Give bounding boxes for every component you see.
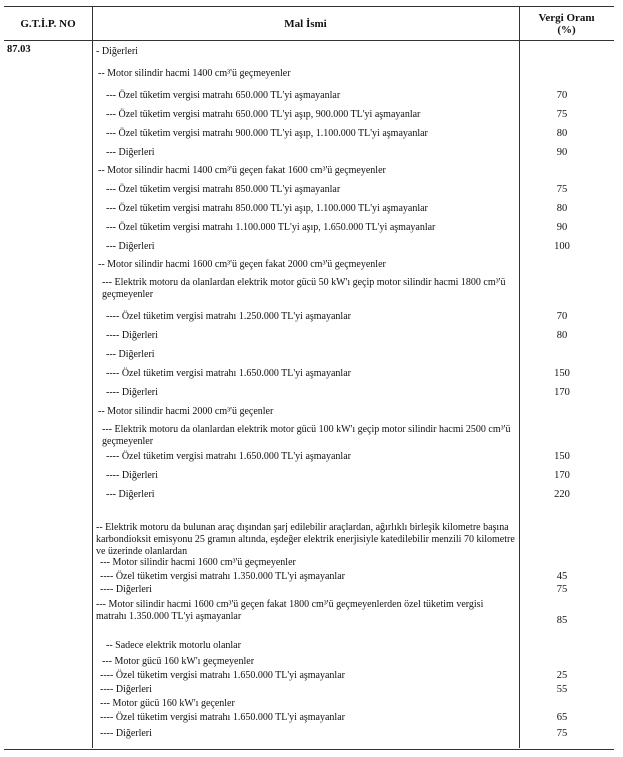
row-label: --- Özel tüketim vergisi matrahı 1.100.000 TL'yi aşıp, 1.650.000 TL'yi aşmayanlar (106, 222, 436, 233)
row-rate: 55 (556, 684, 568, 695)
header-mal-ismi: Mal İsmi (284, 18, 327, 30)
row-rate: 70 (556, 90, 568, 101)
row-label: --- Diğerleri (106, 489, 155, 500)
row-label: ---- Özel tüketim vergisi matrahı 1.650.000 TL'yi aşmayanlar (100, 712, 345, 723)
row-label: -- Elektrik motoru da bulunan araç dışından şarj edilebilir araçlardan, ağırlıklı birleşik kilometre başına karbondioksit emisyonu 25 gramın altında, eşdeğer elektrik enerjisiyle katedilebilir menzili 70 kilometre ve üzerinde olanlardan (96, 522, 515, 557)
header-gtip: G.T.İ.P. NO (20, 18, 76, 30)
row-label: ---- Özel tüketim vergisi matrahı 1.650.000 TL'yi aşmayanlar (100, 670, 345, 681)
row-label: -- Sadece elektrik motorlu olanlar (106, 640, 241, 651)
gtip-code: 87.03 (7, 44, 31, 55)
row-rate: 100 (554, 241, 570, 252)
row-label: - Diğerleri (96, 46, 138, 57)
row-rate: 80 (556, 128, 568, 139)
row-label: ---- Özel tüketim vergisi matrahı 1.350.000 TL'yi aşmayanlar (100, 571, 345, 582)
row-label: -- Motor silindir hacmi 1400 cm³'ü geçen fakat 1600 cm³'ü geçmeyenler (98, 165, 386, 176)
row-rate: 75 (556, 184, 568, 195)
row-rate: 170 (554, 387, 570, 398)
row-label: ---- Diğerleri (100, 728, 152, 739)
row-label: --- Özel tüketim vergisi matrahı 850.000 TL'yi aşıp, 1.100.000 TL'yi aşmayanlar (106, 203, 428, 214)
row-label: --- Özel tüketim vergisi matrahı 650.000 TL'yi aşmayanlar (106, 90, 341, 101)
row-rate: 80 (556, 330, 568, 341)
row-rate: 150 (554, 451, 570, 462)
row-rate: 65 (556, 712, 568, 723)
row-label: --- Elektrik motoru da olanlardan elektrik motor gücü 50 kW'ı geçip motor silindir hacmi 1800 cm³'ü geçmeyenler (102, 277, 506, 300)
column-divider (92, 6, 93, 748)
row-rate: 90 (556, 147, 568, 158)
row-label: ---- Diğerleri (100, 684, 152, 695)
row-label: ---- Diğerleri (106, 330, 158, 341)
row-label: --- Motor silindir hacmi 1600 cm³'ü geçen fakat 1800 cm³'ü geçmeyenlerden özel tüketim vergisi matrahı 1.350.000 TL'yi aşmayanlar (96, 599, 484, 622)
row-label: --- Özel tüketim vergisi matrahı 900.000 TL'yi aşıp, 1.100.000 TL'yi aşmayanlar (106, 128, 428, 139)
row-label: --- Diğerleri (106, 147, 155, 158)
row-rate: 170 (554, 470, 570, 481)
row-rate: 220 (554, 489, 570, 500)
row-rate: 150 (554, 368, 570, 379)
row-label: --- Diğerleri (106, 349, 155, 360)
row-label: --- Motor gücü 160 kW'ı geçenler (100, 698, 235, 709)
row-label: ---- Özel tüketim vergisi matrahı 1.650.000 TL'yi aşmayanlar (106, 451, 351, 462)
header-divider (4, 40, 614, 41)
row-rate: 80 (556, 203, 568, 214)
row-label: -- Motor silindir hacmi 2000 cm³'ü geçenler (98, 406, 274, 417)
row-label: -- Motor silindir hacmi 1600 cm³'ü geçen fakat 2000 cm³'ü geçmeyenler (98, 259, 386, 270)
row-rate: 75 (556, 109, 568, 120)
row-label: ---- Diğerleri (106, 387, 158, 398)
row-label: ---- Özel tüketim vergisi matrahı 1.650.000 TL'yi aşmayanlar (106, 368, 351, 379)
row-label: --- Elektrik motoru da olanlardan elektrik motor gücü 100 kW'ı geçip motor silindir hacmi 2500 cm³'ü geçmeyenler (102, 424, 511, 447)
row-rate: 25 (556, 670, 568, 681)
row-label: -- Motor silindir hacmi 1400 cm³'ü geçmeyenler (98, 68, 291, 79)
row-label: --- Özel tüketim vergisi matrahı 650.000 TL'yi aşıp, 900.000 TL'yi aşmayanlar (106, 109, 421, 120)
tariff-table (4, 6, 614, 748)
row-rate: 90 (556, 222, 568, 233)
row-label: --- Motor silindir hacmi 1600 cm³'ü geçmeyenler (100, 557, 296, 568)
row-label: ---- Özel tüketim vergisi matrahı 1.250.000 TL'yi aşmayanlar (106, 311, 351, 322)
row-rate: 70 (556, 311, 568, 322)
row-label: --- Özel tüketim vergisi matrahı 850.000 TL'yi aşmayanlar (106, 184, 341, 195)
row-label: --- Diğerleri (106, 241, 155, 252)
row-rate: 45 (556, 571, 568, 582)
row-rate: 85 (556, 615, 568, 626)
header-vergi-orani-line2: (%) (557, 24, 576, 36)
row-label: ---- Diğerleri (106, 470, 158, 481)
row-label: --- Motor gücü 160 kW'ı geçmeyenler (102, 656, 255, 667)
row-rate: 75 (556, 728, 568, 739)
row-label: ---- Diğerleri (100, 584, 152, 595)
header-vergi-orani (519, 12, 614, 36)
header-vergi-orani-line1: Vergi Oranı (538, 12, 595, 24)
row-rate: 75 (556, 584, 568, 595)
